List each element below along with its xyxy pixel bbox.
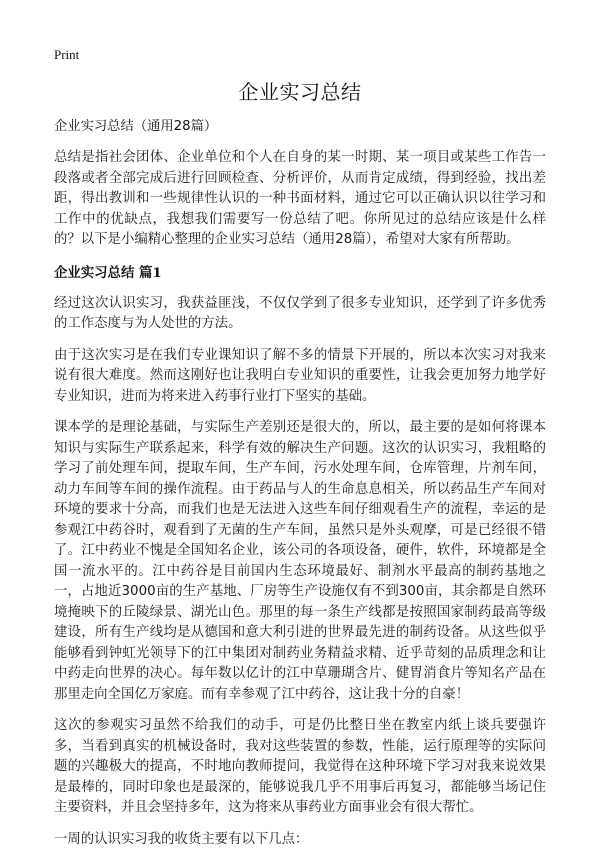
- body-paragraph: 由于这次实习是在我们专业课知识了解不多的情景下开展的，所以本次实习对我来说有很大难度。然而这刚好也让我明白专业知识的重要性，让我会更加努力地学好专业知识，进而为将来进入药事行业打下坚实的基础。: [54, 347, 546, 404]
- print-link[interactable]: Print: [54, 47, 80, 62]
- document-title: 企业实习总结: [238, 80, 362, 104]
- body-paragraph: 一周的认识实习我的收货主要有以下几点：: [54, 831, 309, 847]
- body-paragraph: 经过这次认识实习，我获益匪浅，不仅仅学到了很多专业知识，还学到了许多优秀的工作态度与为人处世的方法。: [54, 295, 546, 331]
- intro-paragraph: 总结是指社会团体、企业单位和个人在自身的某一时期、某一项目或某些工作告一段落或者全部完成后进行回顾检查、分析评价，从而肯定成绩，得到经验，找出差距，得出教训和一些规律性认识的一种书面材料，通过它可以正确认识以往学习和工作中的优缺点，我想我们需要写一份总结了吧。你所见过的总结应该是什么样的？以下是小编精心整理的企业实习总结（通用28篇），希望对大家有所帮助。: [54, 150, 546, 247]
- body-paragraph: 这次的参观实习虽然不给我们的动手，可是仍比整日坐在教室内纸上谈兵要强许多，当看到真实的机械设备时，我对这些装置的参数，性能，运行原理等的实际问题的兴趣极大的提高，不时地向教师提问，我觉得在这种环境下学习对我来说效果是最棒的，同时印象也是最深的，能够说我几乎不用事后再复习，都能够当场记住主要资料，并且会坚持多年，这为将来从事药业方面事业会有很大帮忙。: [54, 718, 546, 815]
- document-body: [54, 148, 546, 861]
- document-subtitle: 企业实习总结（通用28篇）: [54, 119, 218, 134]
- body-paragraph: 课本学的是理论基础，与实际生产差别还是很大的，所以，最主要的是如何将课本知识与实际生产联系起来，科学有效的解决生产问题。这次的认识实习，我粗略的学习了前处理车间，提取车间，生产车间，污水处理车间，仓库管理，片剂车间，动力车间等车间的操作流程。由于药品与人的生命息息相关，所以药品生产车间对环境的要求十分高，而我们也是无法进入这些车间仔细观看生产的流程，幸运的是参观江中药谷时，观看到了无菌的生产车间，虽然只是外头观摩，可是已经很不错了。江中药业不愧是全国知名企业，该公司的各项设备，硬件，软件，环境都是全国一流水平的。江中药谷是目前国内生态环境最好、制剂水平最高的制药基地之一，占地近3000亩的生产基地、厂房等生产设施仅有不到300亩，其余都是自然环境掩映下的丘陵绿景、湖光山色。那里的每一条生产线都是按照国家制药最高等级建设，所有生产线均是从德国和意大利引进的世界最先进的制药设备。从这些似乎能够看到钟虹光领导下的江中集团对制药业务精益求精、近乎苛刻的品质理念和让中药走向世界的决心。每年数以亿计的江中草珊瑚含片、健胃消食片等知名产品在那里走向全国亿万家庭。而有幸参观了江中药谷，这让我十分的自豪！: [54, 420, 546, 702]
- section-1: [54, 262, 546, 851]
- section-heading: 企业实习总结 篇1: [54, 264, 162, 281]
